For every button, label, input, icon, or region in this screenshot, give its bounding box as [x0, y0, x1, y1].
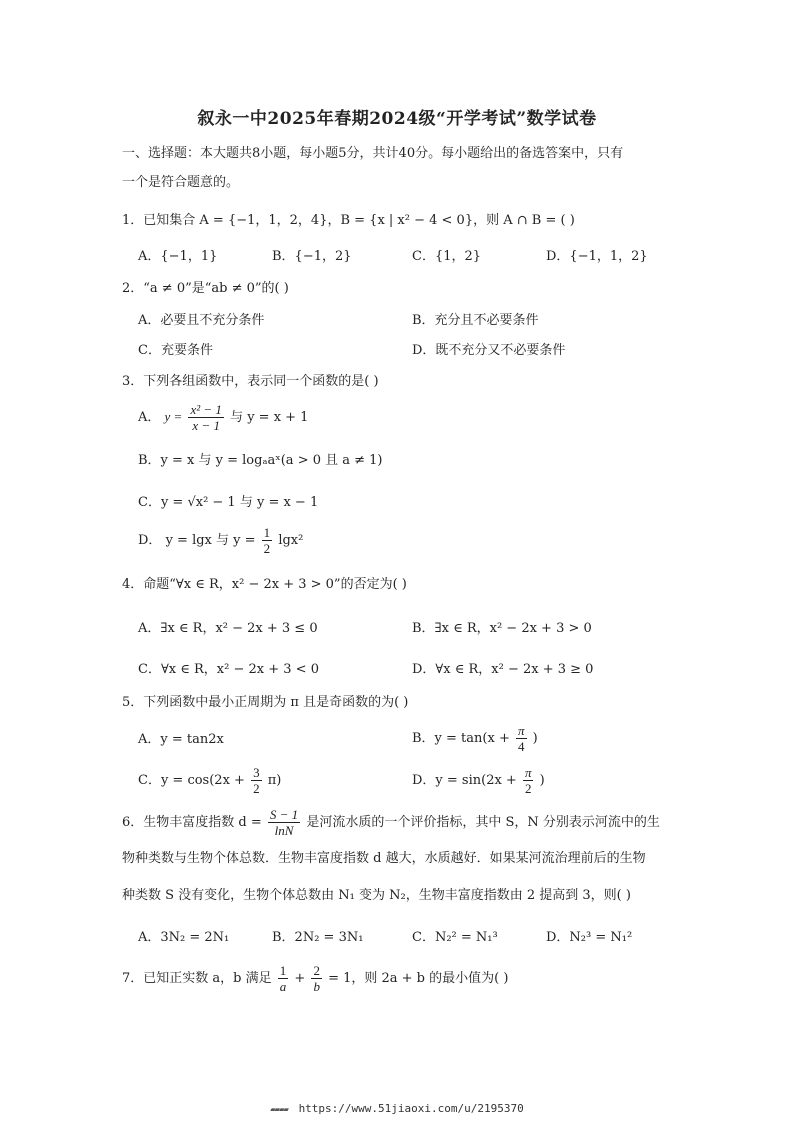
formula-left: 6．生物丰富度指数 d =	[122, 815, 262, 830]
question-3-stem: 3．下列各组函数中，表示同一个函数的是( )	[122, 374, 379, 389]
fraction	[268, 807, 300, 838]
question-3-option-d	[138, 524, 303, 558]
question-6-stem-line2: 物种类数与生物个体总数．生物丰富度指数 d 越大，水质越好．如果某河流治理前后的生物	[122, 851, 646, 866]
question-2-option-c: C．充要条件	[138, 343, 213, 358]
question-1-option-a: A．{−1，1}	[138, 249, 218, 264]
fraction	[188, 402, 223, 433]
section-instructions-line1: 一、选择题：本大题共8小题，每小题5分，共计40分。每小题给出的备选答案中，只有	[122, 146, 624, 161]
fraction-denominator: 4	[517, 739, 525, 754]
fraction-denominator: a	[279, 979, 287, 994]
question-7-stem	[122, 962, 508, 996]
formula-left: y =	[164, 409, 183, 424]
fraction-denominator: 2	[253, 781, 260, 796]
question-6-stem-line3: 种类数 S 没有变化，生物个体总数由 N₁ 变为 N₂，生物丰富度指数由 2 提高到 3，则( )	[122, 888, 631, 903]
footer	[0, 1102, 794, 1115]
fraction-numerator: 1	[263, 525, 271, 540]
question-1-option-c: C．{1，2}	[412, 249, 482, 264]
fraction-numerator: S − 1	[269, 807, 299, 822]
question-6-option-d: D．N₂³ = N₁²	[546, 930, 633, 945]
question-5-option-c	[138, 764, 281, 798]
fraction	[311, 963, 322, 994]
question-5-option-d	[412, 764, 545, 798]
question-6-option-b: B．2N₂ = 3N₁	[272, 930, 364, 945]
plus-sign: +	[294, 971, 306, 986]
question-6-stem-line1	[122, 806, 660, 840]
question-3-option-a	[138, 400, 308, 435]
formula-left: 7．已知正实数 a，b 满足	[122, 971, 272, 986]
fraction	[278, 963, 289, 994]
section-instructions-line2: 一个是符合题意的。	[122, 175, 240, 190]
question-4-stem: 4．命题“∀x ∈ R，x² − 2x + 3 > 0”的否定为( )	[122, 577, 407, 592]
question-6-option-a: A．3N₂ = 2N₁	[138, 930, 230, 945]
fraction-numerator: x² − 1	[190, 402, 222, 417]
formula-right: 与 y = x + 1	[230, 410, 309, 425]
option-label: D．	[138, 533, 162, 548]
fraction-numerator: π	[517, 723, 525, 738]
question-5-stem: 5．下列函数中最小正周期为 π 且是奇函数的为( )	[122, 695, 409, 710]
question-6-option-c: C．N₂² = N₁³	[412, 930, 498, 945]
question-2-option-d: D．既不充分又不必要条件	[412, 343, 566, 358]
fraction	[262, 525, 273, 556]
fraction-denominator: 2	[263, 541, 271, 556]
question-2-stem: 2．“a ≠ 0”是“ab ≠ 0”的( )	[122, 281, 289, 296]
fraction-denominator: b	[313, 979, 320, 994]
question-1-stem: 1．已知集合 A = {−1，1，2，4}，B = {x | x² − 4 < 0}，则 A ∩ B = ( )	[122, 213, 575, 228]
formula-left: B．y = tan(x +	[412, 731, 510, 746]
question-3-option-c: C．y = √x² − 1 与 y = x − 1	[138, 495, 319, 510]
question-4-option-c: C．∀x ∈ R，x² − 2x + 3 < 0	[138, 662, 319, 677]
fraction-numerator: 2	[313, 963, 320, 978]
formula-left: D．y = sin(2x +	[412, 773, 517, 788]
fraction-numerator: π	[524, 765, 532, 780]
fraction-denominator: 2	[524, 781, 532, 796]
fraction-denominator: x − 1	[192, 418, 220, 433]
question-5-option-b	[412, 722, 538, 756]
formula-right: lgx²	[278, 533, 304, 548]
formula-right: )	[539, 773, 545, 788]
formula-right: 是河流水质的一个评价指标，其中 S，N 分别表示河流中的生	[306, 815, 660, 830]
fraction	[516, 723, 527, 754]
question-1-option-d: D．{−1，1，2}	[546, 249, 648, 264]
formula-right: π)	[267, 773, 282, 788]
question-3-option-b: B．y = x 与 y = logₐaˣ(a > 0 且 a ≠ 1)	[138, 453, 383, 468]
question-5-option-a: A．y = tan2x	[138, 732, 224, 747]
option-label: A．	[138, 410, 161, 425]
formula-left: y = lgx 与 y =	[165, 533, 256, 548]
site-logo-icon: ▰▰▰▰	[270, 1105, 288, 1115]
question-1-option-b: B．{−1，2}	[272, 249, 352, 264]
question-2-option-a: A．必要且不充分条件	[138, 313, 265, 328]
footer-url[interactable]: https://www.51jiaoxi.com/u/2195370	[298, 1102, 524, 1115]
fraction	[251, 765, 262, 796]
question-4-option-a: A．∃x ∈ R，x² − 2x + 3 ≤ 0	[138, 621, 318, 636]
question-4-option-b: B．∃x ∈ R，x² − 2x + 3 > 0	[412, 621, 592, 636]
question-4-option-d: D．∀x ∈ R，x² − 2x + 3 ≥ 0	[412, 662, 594, 677]
fraction-numerator: 3	[253, 765, 260, 780]
exam-title: 叙永一中2025年春期2024级“开学考试”数学试卷	[197, 109, 597, 129]
formula-right: )	[532, 731, 538, 746]
fraction-denominator: lnN	[274, 823, 294, 838]
formula-left: C．y = cos(2x +	[138, 773, 245, 788]
fraction	[523, 765, 534, 796]
question-2-option-b: B．充分且不必要条件	[412, 313, 539, 328]
fraction-numerator: 1	[279, 963, 287, 978]
formula-right: = 1，则 2a + b 的最小值为( )	[328, 971, 509, 986]
